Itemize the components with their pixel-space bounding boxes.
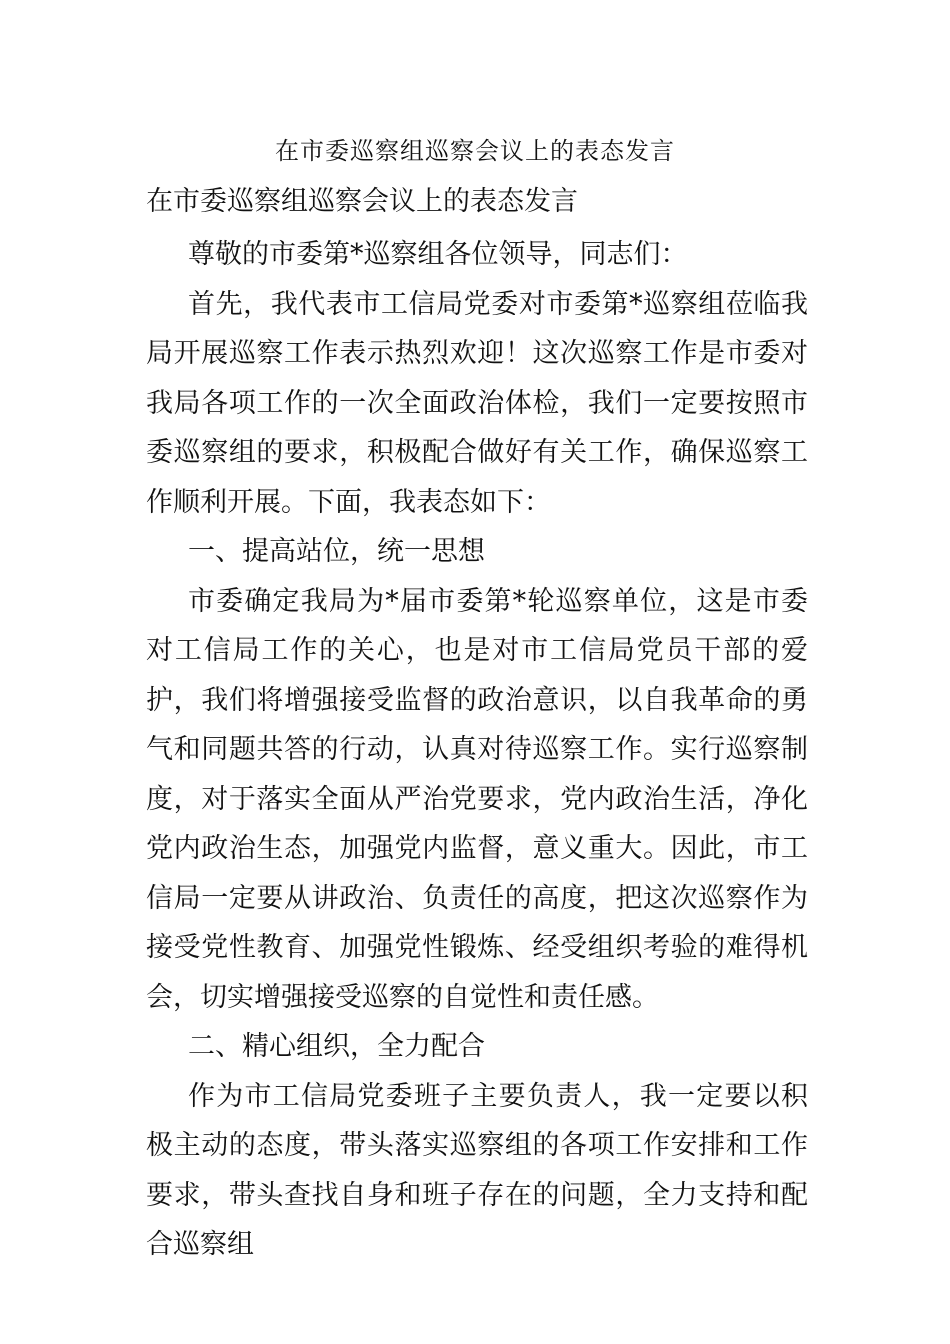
document-body: [146, 230, 808, 1270]
salutation: 尊敬的市委第*巡察组各位领导，同志们：: [188, 239, 688, 270]
document-subtitle: 在市委巡察组巡察会议上的表态发言: [146, 186, 578, 217]
document-title: 在市委巡察组巡察会议上的表态发言: [275, 137, 675, 165]
section-heading-2: 二、精心组织，全力配合: [188, 1031, 485, 1062]
paragraph-opening: 首先，我代表市工信局党委对市委第*巡察组莅临我局开展巡察工作表示热烈欢迎！这次巡察工作是市委对我局各项工作的一次全面政治体检，我们一定要按照市委巡察组的要求，积极配合做好有关工作，确保巡察工作顺利开展。下面，我表态如下：: [146, 288, 808, 518]
paragraph-section-1: 市委确定我局为*届市委第*轮巡察单位，这是市委对工信局工作的关心，也是对市工信局党员干部的爱护，我们将增强接受监督的政治意识，以自我革命的勇气和同题共答的行动，认真对待巡察工作。实行巡察制度，对于落实全面从严治党要求，党内政治生活，净化党内政治生态，加强党内监督，意义重大。因此，市工信局一定要从讲政治、负责任的高度，把这次巡察作为接受党性教育、加强党性锻炼、经受组织考验的难得机会，切实增强接受巡察的自觉性和责任感。: [146, 585, 808, 1013]
paragraph-section-2: 作为市工信局党委班子主要负责人，我一定要以积极主动的态度，带头落实巡察组的各项工作安排和工作要求，带头查找自身和班子存在的问题，全力支持和配合巡察组: [146, 1080, 808, 1260]
section-heading-1: 一、提高站位，统一思想: [188, 536, 485, 567]
